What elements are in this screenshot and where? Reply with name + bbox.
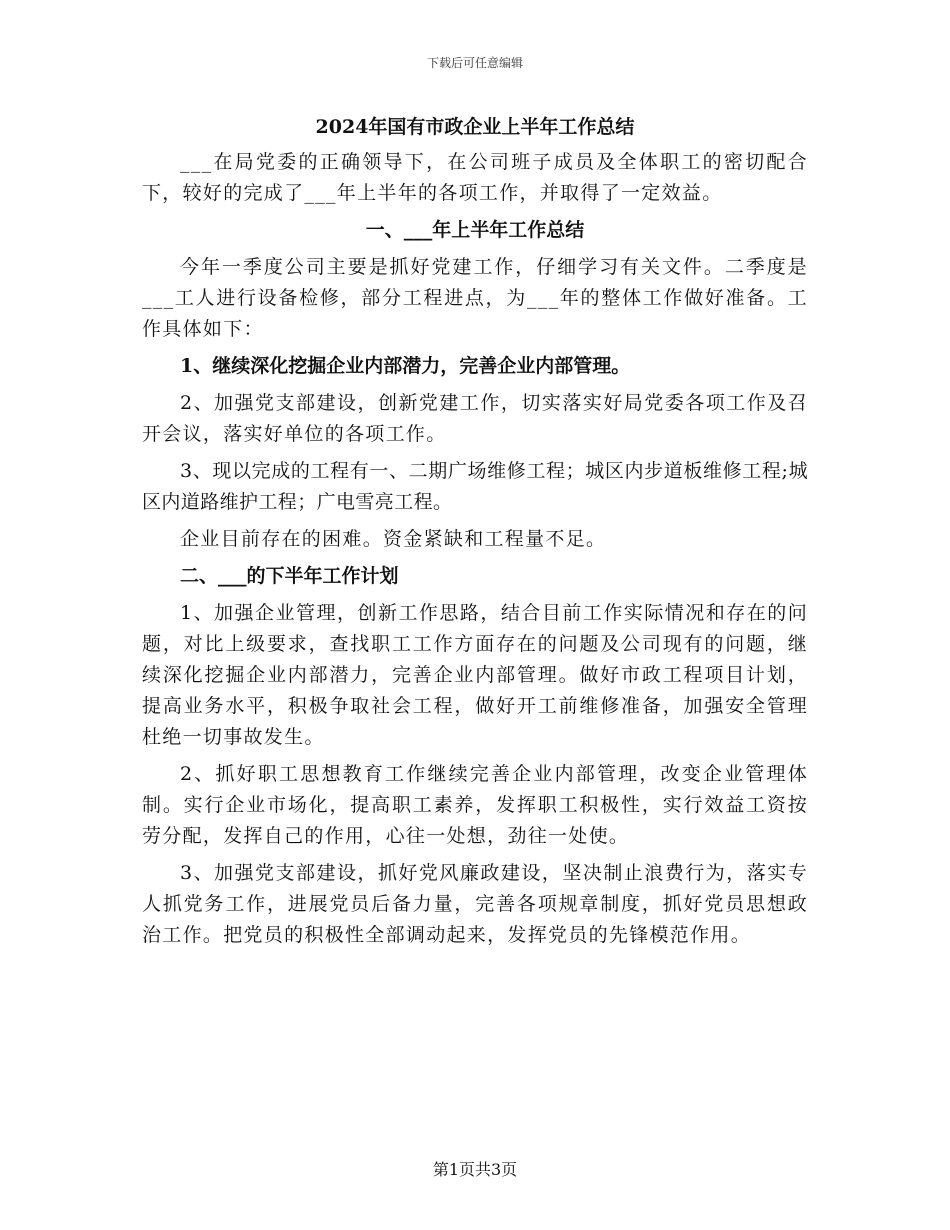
section1-heading: 一、___年上半年工作总结: [365, 219, 585, 241]
document-body: [142, 113, 808, 957]
section1-item-2: 2、加强党支部建设，创新党建工作，切实落实好局党委各项工作及召开会议，落实好单位的各项工作。: [142, 392, 808, 445]
section2-item-1: 1、加强企业管理，创新工作思路，结合目前工作实际情况和存在的问题，对比上级要求，查找职工工作方面存在的问题及公司现有的问题，继续深化挖掘企业内部潜力，完善企业内部管理。做好市政工程项目计划，提高业务水平，积极争取社会工程，做好开工前维修准备，加强安全管理杜绝一切事故发生。: [142, 602, 808, 748]
header-note: 下载后可任意编辑: [426, 56, 523, 70]
section2-item-3: 3、加强党支部建设，抓好党风廉政建设，坚决制止浪费行为，落实专人抓党务工作，进展党员后备力量，完善各项规章制度，抓好党员思想政治工作。把党员的积极性全部调动起来，发挥党员的先锋模范作用。: [142, 862, 808, 946]
section2-heading: 二、___的下半年工作计划: [180, 565, 399, 587]
section1-item-3: 3、现以完成的工程有一、二期广场维修工程；城区内步道板维修工程;城区内道路维护工程；广电雪亮工程。: [142, 460, 808, 513]
section1-subheading: 1、继续深化挖掘企业内部潜力，完善企业内部管理。: [180, 355, 631, 377]
intro-paragraph: ___在局党委的正确领导下，在公司班子成员及全体职工的密切配合下，较好的完成了___年上半年的各项工作，并取得了一定效益。: [142, 151, 808, 204]
document-title: 2024年国有市政企业上半年工作总结: [315, 116, 635, 138]
page-number: 第1页共3页: [432, 1160, 518, 1179]
section1-difficulty: 企业目前存在的困难。资金紧缺和工程量不足。: [180, 528, 607, 550]
section1-paragraph: 今年一季度公司主要是抓好党建工作，仔细学习有关文件。二季度是___工人进行设备检修，部分工程进点，为___年的整体工作做好准备。工作具体如下：: [142, 256, 808, 340]
section2-item-2: 2、抓好职工思想教育工作继续完善企业内部管理，改变企业管理体制。实行企业市场化，提高职工素养，发挥职工积极性，实行效益工资按劳分配，发挥自己的作用，心往一处想，劲往一处使。: [142, 763, 808, 847]
